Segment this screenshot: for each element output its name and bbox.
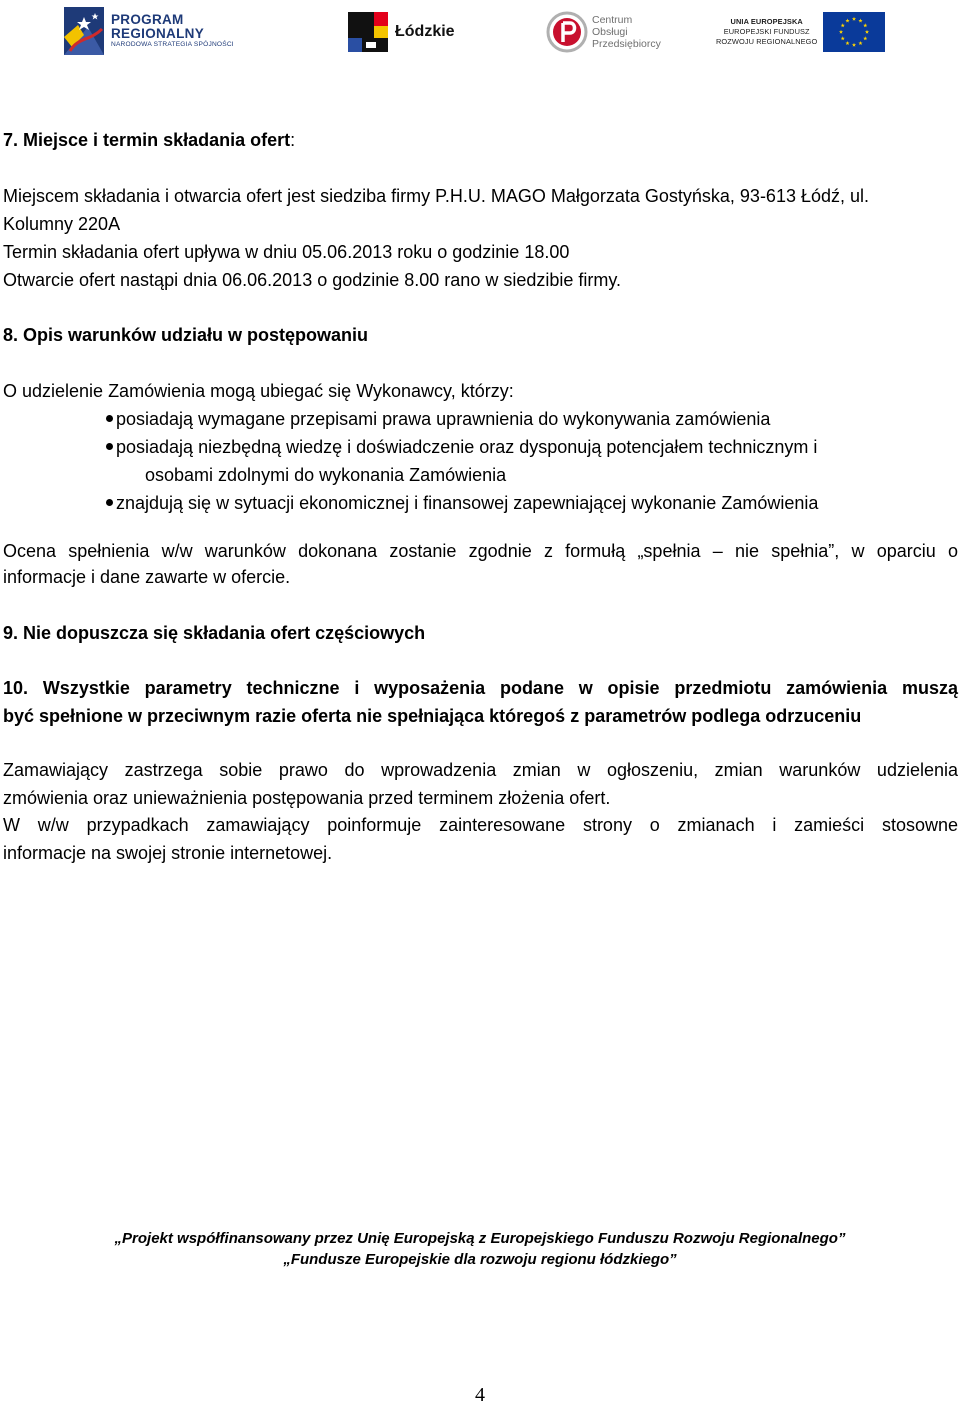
program-regionalny-logo [64,6,234,56]
section-7-line-1: Miejscem składania i otwarcia ofert jest siedziba firmy P.H.U. MAGO Małgorzata Gostyńska, 93-613 Łódź, ul. [3,186,870,206]
eu-fund-label: EUROPEJSKI FUNDUSZ [723,27,810,36]
przedsiebiorcy-label: Przedsiębiorcy [592,38,661,50]
footer-line-2: „Fundusze Europejskie dla rozwoju regionu łódzkiego” [283,1251,677,1268]
eu-logo [716,12,885,52]
footer-line-1: „Projekt współfinansowany przez Unię Europejską z Europejskiego Funduszu Rozwoju Regionalnego” [114,1230,846,1247]
regionalny-label: REGIONALNY [111,25,205,41]
list-item [106,437,817,458]
section-8-intro: O udzielenie Zamówienia mogą ubiegać się Wykonawcy, którzy: [3,381,514,401]
list-item-continuation: osobami zdolnymi do wykonania Zamówienia [145,465,507,485]
centrum-emblem-icon [546,11,588,53]
closing-p1-line-2: zmówienia oraz unieważnienia postępowania przed terminem złożenia ofert. [3,788,611,808]
list-item-text: posiadają wymagane przepisami prawa uprawnienia do wykonywania zamówienia [116,409,771,429]
section-10-line-1: 10. Wszystkie parametry techniczne i wyposażenia podane w opisie przedmiotu zamówienia muszą [3,678,958,698]
assessment-line-2: informacje i dane zawarte w ofercie. [3,567,291,587]
list-item-text: znajdują się w sytuacji ekonomicznej i finansowej zapewniającej wykonanie Zamówienia [116,493,819,513]
bullet-icon [106,443,113,450]
strategy-label: NARODOWA STRATEGIA SPÓJNOŚCI [111,41,234,49]
lodzkie-logo [348,12,455,52]
bullet-icon [106,499,113,506]
section-7-line-4: Otwarcie ofert nastąpi dnia 06.06.2013 o godzinie 8.00 rano w siedzibie firmy. [3,270,622,290]
section-7-line-2: Kolumny 220A [3,214,121,234]
centrum-obslugi-logo [546,10,661,54]
program-regionalny-emblem-icon [64,7,104,55]
list-item-text: posiadają niezbędną wiedzę i doświadczenie oraz dysponują potencjałem technicznym i [116,437,818,457]
section-10-line-2: być spełnione w przeciwnym razie oferta nie spełniająca któregoś z parametrów podlega odrzuceniu [3,706,862,726]
section-7-title: 7. Miejsce i termin składania ofert [3,130,291,150]
list-item [106,409,770,430]
program-label: PROGRAM [111,12,184,28]
centrum-label: Centrum [592,14,633,26]
section-7-colon: : [290,130,296,150]
section-9-heading: 9. Nie dopuszcza się składania ofert częściowych [3,623,426,643]
section-7-heading [3,130,958,151]
bullet-icon [106,415,113,422]
closing-p1-line-1: Zamawiający zastrzega sobie prawo do wprowadzenia zmian w ogłoszeniu, zmian warunków udzielenia [3,760,958,780]
lodzkie-label: Łódzkie [395,23,455,40]
obslugi-label: Obsługi [592,26,628,38]
section-8-heading: 8. Opis warunków udziału w postępowaniu [3,325,369,345]
eu-fund-label-2: ROZWOJU REGIONALNEGO [716,37,818,46]
eu-flag-icon [823,12,885,52]
page-number: 4 [475,1384,485,1406]
list-item [106,493,818,514]
section-7-line-3: Termin składania ofert upływa w dniu 05.06.2013 roku o godzinie 18.00 [3,242,570,262]
eu-name-label: UNIA EUROPEJSKA [730,17,803,26]
assessment-line-1: Ocena spełnienia w/w warunków dokonana zostanie zgodnie z formułą „spełnia – nie spełnia”, w oparciu o [3,541,958,561]
logo-header [0,0,960,60]
closing-p2-line-1: W w/w przypadkach zamawiający poinformuje zainteresowane strony o zmianach i zamieści stosowne [3,815,958,835]
lodzkie-emblem-icon [348,12,388,52]
closing-p2-line-2: informacje na swojej stronie internetowej. [3,843,333,863]
